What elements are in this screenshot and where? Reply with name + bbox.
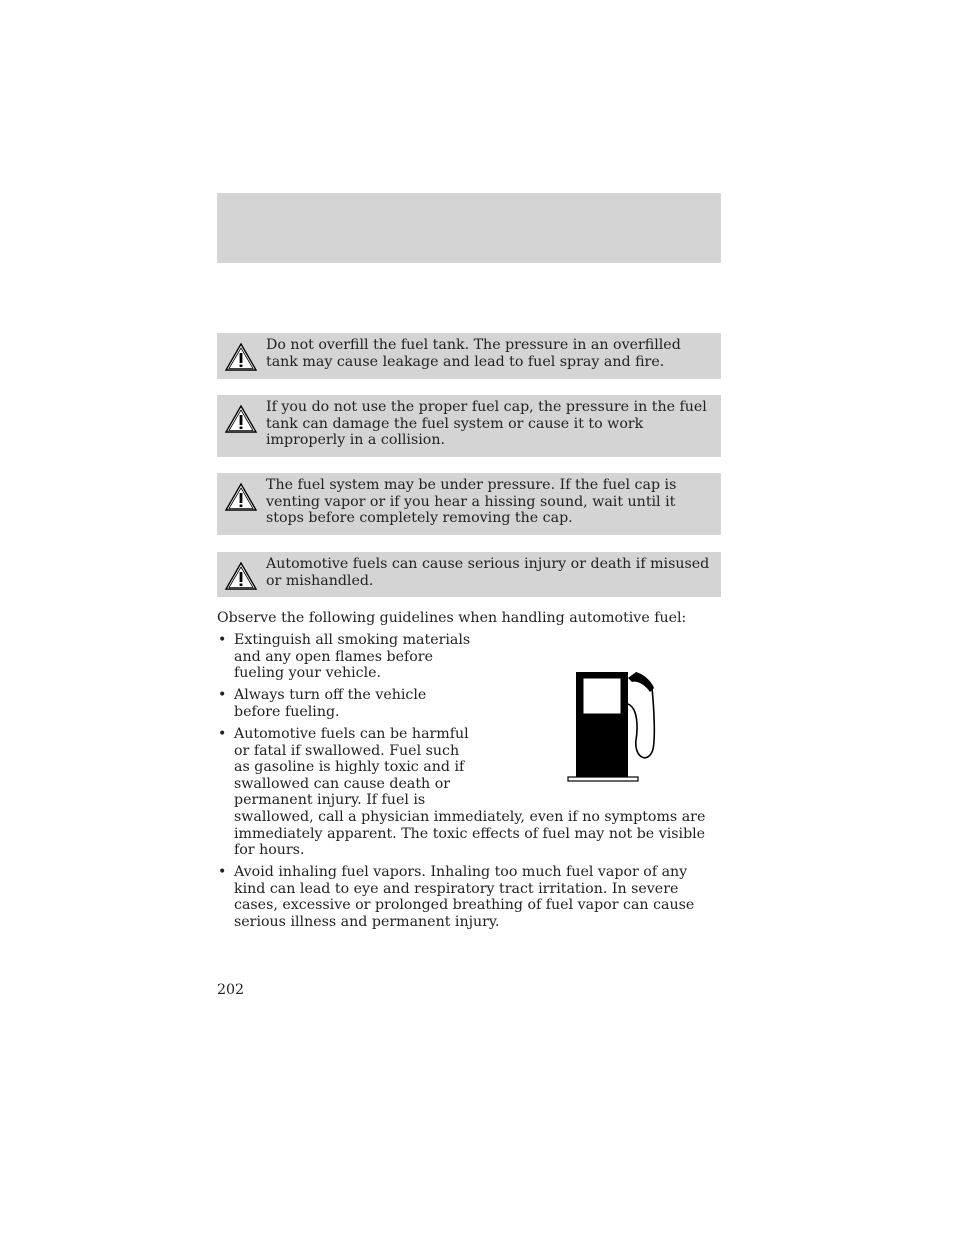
list-item: • Automotive fuels can be harmful or fatal if swallowed. Fuel such as gasoline is highly toxic and if swallowed can cause death or permanent injury. If fuel is swallowed, call a physician immediately, even if no symptoms are immediately apparent. The toxic effects of fuel may not be visible for hours. [218, 725, 706, 859]
intro-text: Observe the following guidelines when handling automotive fuel: [217, 610, 687, 626]
warning-box-pressure [217, 473, 721, 535]
bullet-symbol: • [218, 687, 227, 704]
warning-triangle-icon [224, 342, 258, 372]
header-band [217, 193, 721, 263]
warning-text: Automotive fuels can cause serious injury or death if misused or mishandled. [266, 556, 710, 589]
page-number: 202 [217, 982, 245, 998]
bullet-symbol: • [218, 725, 227, 742]
warning-box-fuel-cap [217, 395, 721, 457]
list-item: • Avoid inhaling fuel vapors. Inhaling too much fuel vapor of any kind can lead to eye and respiratory tract irritation. In severe cases, excessive or prolonged breathing of fuel vapor can cause serious illness and permanent injury. [218, 864, 695, 930]
warning-triangle-icon [224, 561, 258, 591]
warning-box-overfill [217, 333, 721, 379]
list-item: • Extinguish all smoking materials and any open flames before fueling your vehicle. [218, 632, 471, 682]
warning-triangle-icon [224, 404, 258, 434]
list-item: • Always turn off the vehicle before fueling. [218, 687, 427, 720]
bullet-symbol: • [218, 864, 227, 881]
warning-text: Do not overfill the fuel tank. The pressure in an overfilled tank may cause leakage and lead to fuel spray and fire. [266, 337, 681, 370]
warning-triangle-icon [224, 482, 258, 512]
warning-box-misuse [217, 552, 721, 597]
warning-text: The fuel system may be under pressure. If the fuel cap is venting vapor or if you hear a hissing sound, wait until it stops before completely removing the cap. [266, 477, 677, 527]
bullet-symbol: • [218, 632, 227, 648]
warning-text: If you do not use the proper fuel cap, the pressure in the fuel tank can damage the fuel system or cause it to work improperly in a collision. [266, 399, 707, 449]
fuel-pump-icon [566, 668, 660, 784]
